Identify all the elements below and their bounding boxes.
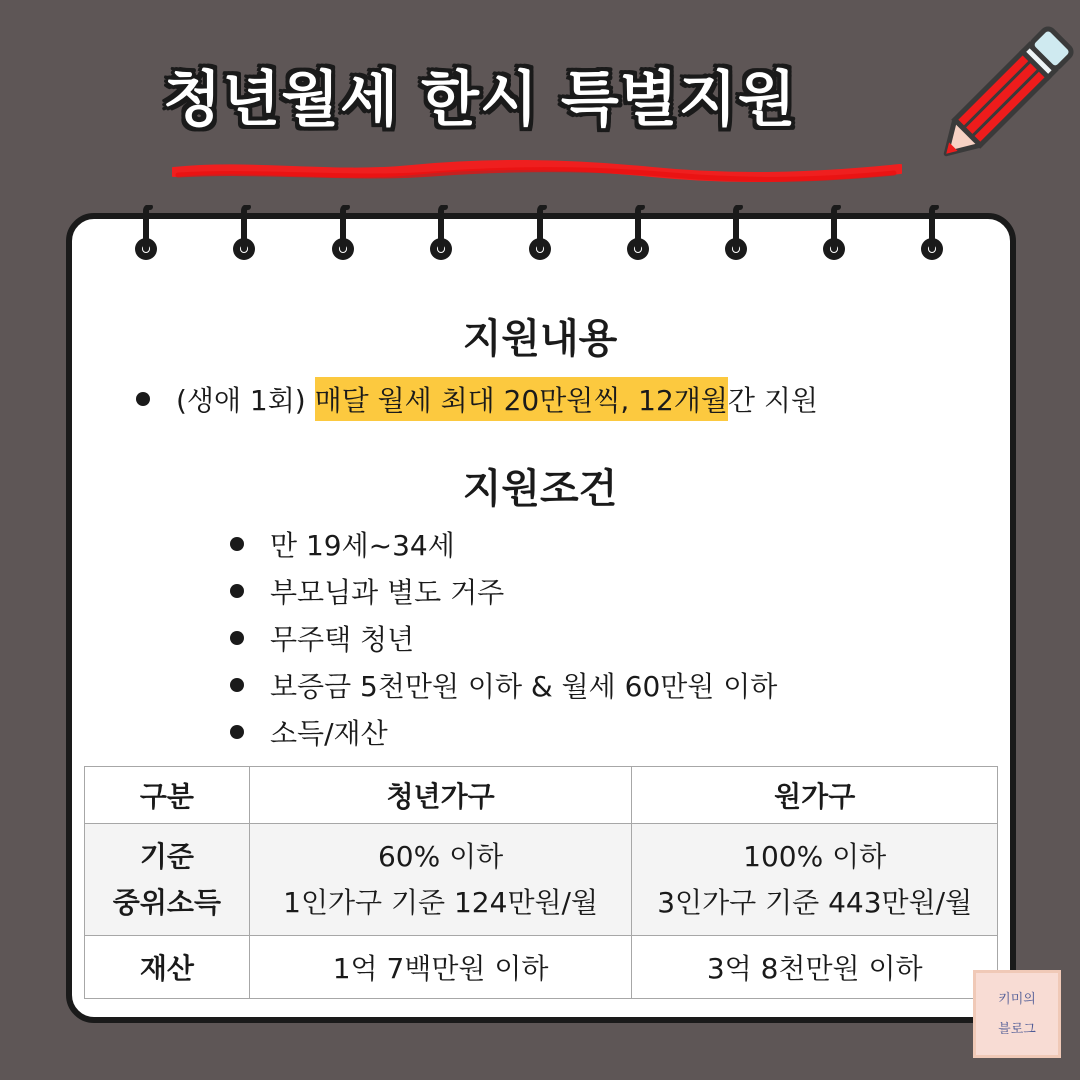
- condition-text: 보증금 5천만원 이하 & 월세 60만원 이하: [270, 670, 778, 703]
- table-header: 원가구: [632, 767, 998, 824]
- table-cell-origin-assets: 3억 8천만원 이하: [632, 936, 998, 999]
- red-underline-scribble: [172, 160, 902, 182]
- bullet-icon: [230, 584, 244, 598]
- bullet-icon: [230, 537, 244, 551]
- binder-ring-icon: [327, 205, 359, 263]
- condition-text: 부모님과 별도 거주: [270, 576, 505, 609]
- condition-item: [230, 712, 388, 752]
- row-label-assets: 재산: [85, 936, 250, 999]
- page-title: 청년월세 한시 특별지원: [163, 65, 797, 135]
- row-label-line: 기준: [139, 839, 194, 873]
- binder-ring-icon: [818, 205, 850, 263]
- bullet-icon: [230, 631, 244, 645]
- binder-ring-icon: [425, 205, 457, 263]
- cell-line: 3인가구 기준 443만원/월: [657, 885, 973, 919]
- binder-ring-icon: [130, 205, 162, 263]
- condition-item: [230, 665, 777, 705]
- cell-line: 1인가구 기준 124만원/월: [283, 885, 599, 919]
- condition-item: [230, 571, 504, 611]
- condition-text: 소득/재산: [270, 717, 388, 750]
- stamp-line: 키미의: [998, 992, 1036, 1007]
- bullet-icon: [136, 392, 150, 406]
- section-heading-support-conditions: 지원조건: [462, 466, 618, 512]
- table-row: [85, 824, 998, 936]
- condition-item: [230, 618, 414, 658]
- table-cell-origin-income: [632, 824, 998, 936]
- row-label-line: 중위소득: [112, 885, 221, 919]
- condition-item: [230, 524, 455, 564]
- binder-ring-icon: [622, 205, 654, 263]
- section-heading-support-content: 지원내용: [462, 316, 618, 362]
- binder-ring-icon: [916, 205, 948, 263]
- table-cell-youth-income: [249, 824, 632, 936]
- income-asset-table: [84, 766, 998, 999]
- cell-line: 100% 이하: [743, 839, 887, 873]
- binder-ring-icon: [720, 205, 752, 263]
- stamp-line: 블로그: [998, 1022, 1036, 1037]
- pencil-icon: [920, 20, 1080, 180]
- support-prefix: (생애 1회): [176, 384, 315, 417]
- bullet-icon: [230, 725, 244, 739]
- cell-line: 60% 이하: [377, 839, 504, 873]
- table-cell-youth-assets: 1억 7백만원 이하: [249, 936, 632, 999]
- support-suffix: 간 지원: [727, 384, 818, 417]
- table-header: 구분: [85, 767, 250, 824]
- binder-ring-icon: [228, 205, 260, 263]
- support-content-item: [136, 377, 818, 421]
- table-header-row: [85, 767, 998, 824]
- support-highlight: 매달 월세 최대 20만원씩, 12개월: [315, 377, 728, 421]
- table-row: [85, 936, 998, 999]
- bullet-icon: [230, 678, 244, 692]
- binder-ring-icon: [524, 205, 556, 263]
- row-label-median-income: [85, 824, 250, 936]
- condition-text: 무주택 청년: [270, 623, 415, 656]
- blog-stamp-logo: [973, 970, 1061, 1058]
- condition-text: 만 19세~34세: [270, 529, 455, 562]
- table-header: 청년가구: [249, 767, 632, 824]
